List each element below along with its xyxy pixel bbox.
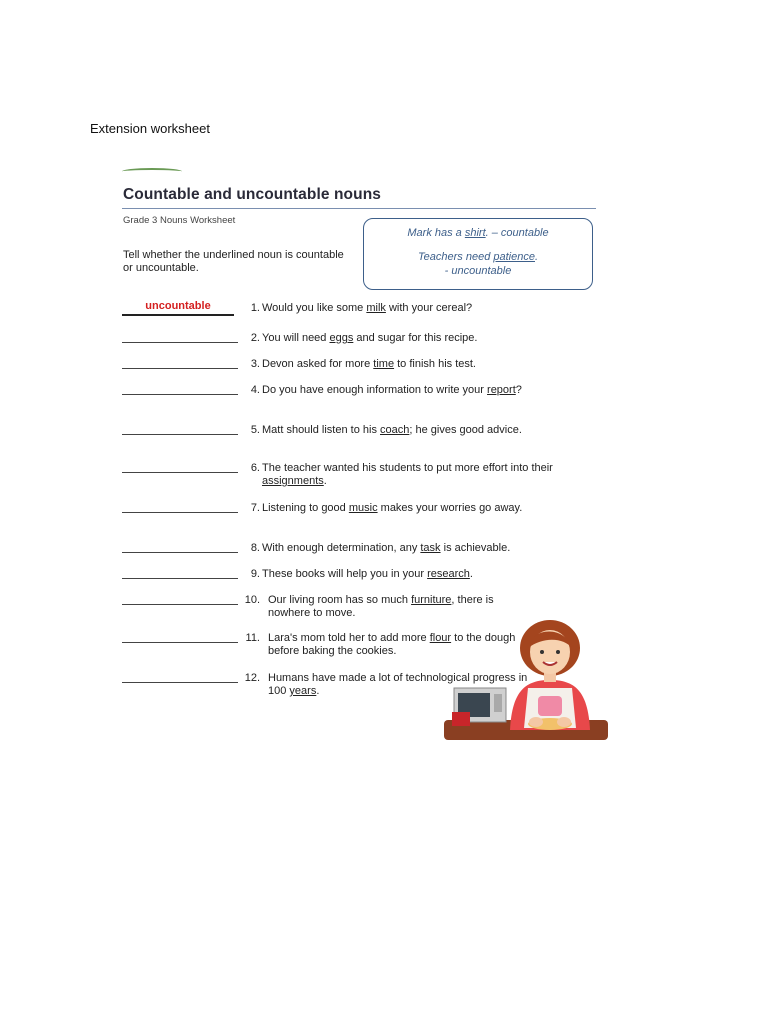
question-fragment: Lara's mom told her to add more	[268, 632, 430, 644]
answer-blank[interactable]	[122, 604, 238, 605]
question-fragment: Our living room has so much	[268, 594, 412, 606]
eye-right	[556, 650, 560, 654]
example-box	[363, 218, 593, 290]
question-text	[262, 332, 582, 345]
question-fragment: The teacher wanted his students to put more effort into their	[262, 462, 553, 474]
worksheet-instruction: Tell whether the underlined noun is countable or uncountable.	[123, 249, 344, 274]
question-number: 1.	[250, 302, 260, 314]
question-number: 5.	[250, 424, 260, 436]
page-heading: Extension worksheet	[90, 121, 210, 136]
decorative-leaf	[122, 168, 182, 175]
question-fragment: .	[323, 475, 327, 487]
example-text: . – countable	[485, 227, 549, 239]
answer-blank[interactable]	[122, 642, 238, 643]
example-noun: shirt	[464, 227, 486, 239]
answer-blank[interactable]	[122, 682, 238, 683]
question-number: 12.	[244, 672, 260, 684]
answer-blank[interactable]	[122, 434, 238, 435]
example-text: .	[534, 251, 539, 263]
underlined-noun: research	[427, 568, 470, 580]
example-text: Mark has a	[407, 227, 465, 239]
question-number: 10.	[244, 594, 260, 606]
underlined-noun: years	[289, 685, 317, 697]
example-countable	[364, 227, 592, 239]
eye-left	[540, 650, 544, 654]
question-text	[262, 302, 582, 315]
question-fragment: With enough determination, any	[262, 542, 421, 554]
example-text: Teachers need	[417, 251, 494, 263]
question-number: 8.	[250, 542, 260, 554]
example-label: - uncountable	[444, 265, 512, 277]
underlined-noun: time	[373, 358, 395, 370]
question-fragment: ?	[515, 384, 522, 396]
question-fragment: is achievable.	[440, 542, 511, 554]
underlined-noun: coach	[380, 424, 410, 436]
underlined-noun: report	[487, 384, 516, 396]
question-fragment: and sugar for this recipe.	[353, 332, 478, 344]
answer-blank[interactable]	[122, 368, 238, 369]
underlined-noun: assignments	[262, 475, 324, 487]
question-fragment: , there is nowhere to move.	[268, 594, 494, 619]
answer-blank-filled[interactable]: uncountable	[122, 300, 234, 316]
answer-blank[interactable]	[122, 394, 238, 395]
underlined-noun: milk	[366, 302, 386, 314]
question-fragment: Devon asked for more	[262, 358, 374, 370]
question-fragment: Listening to good	[262, 502, 349, 514]
question-text	[262, 542, 582, 555]
underlined-noun: flour	[429, 632, 452, 644]
microwave-panel	[494, 694, 502, 712]
title-divider	[122, 208, 596, 209]
red-container	[452, 712, 470, 726]
question-fragment: to finish his test.	[394, 358, 476, 370]
worksheet-title: Countable and uncountable nouns	[123, 186, 381, 203]
question-fragment: You will need	[262, 332, 330, 344]
question-fragment: .	[316, 685, 320, 697]
question-text	[262, 384, 582, 397]
underlined-noun: task	[420, 542, 441, 554]
underlined-noun: eggs	[329, 332, 354, 344]
question-fragment: Do you have enough information to write your	[262, 384, 488, 396]
underlined-noun: furniture	[411, 594, 452, 606]
underlined-noun: music	[348, 502, 378, 514]
question-text	[262, 502, 582, 515]
answer-blank[interactable]	[122, 578, 238, 579]
question-fragment: Would you like some	[262, 302, 367, 314]
question-number: 7.	[250, 502, 260, 514]
question-text	[262, 358, 582, 371]
question-number: 4.	[250, 384, 260, 396]
question-fragment: makes your worries go away.	[377, 502, 523, 514]
example-uncountable	[364, 251, 592, 263]
question-text	[262, 568, 582, 581]
question-fragment: to the dough before baking the cookies.	[268, 632, 516, 657]
example-noun: patience	[493, 251, 535, 263]
apron-pocket	[538, 696, 562, 716]
question-number: 9.	[250, 568, 260, 580]
answer-blank[interactable]	[122, 342, 238, 343]
worksheet-subtitle: Grade 3 Nouns Worksheet	[123, 215, 236, 226]
hand-right	[557, 717, 571, 727]
smile-shape	[543, 662, 557, 665]
question-fragment: with your cereal?	[385, 302, 473, 314]
baker-woman-illustration	[444, 618, 608, 742]
question-text	[268, 594, 536, 620]
answer-blank[interactable]	[122, 512, 238, 513]
answer-blank[interactable]	[122, 472, 238, 473]
question-text	[262, 424, 582, 437]
question-number: 3.	[250, 358, 260, 370]
question-fragment: These books will help you in your	[262, 568, 428, 580]
question-fragment: ; he gives good advice.	[409, 424, 522, 436]
question-fragment: Matt should listen to his	[262, 424, 381, 436]
question-number: 11.	[245, 632, 260, 644]
question-number: 6.	[250, 462, 260, 474]
answer-blank[interactable]	[122, 552, 238, 553]
question-fragment: .	[469, 568, 473, 580]
hand-left	[529, 717, 543, 727]
question-text	[262, 462, 582, 488]
question-fragment: Humans have made a lot of technological progress in 100	[268, 672, 528, 697]
question-number: 2.	[250, 332, 260, 344]
